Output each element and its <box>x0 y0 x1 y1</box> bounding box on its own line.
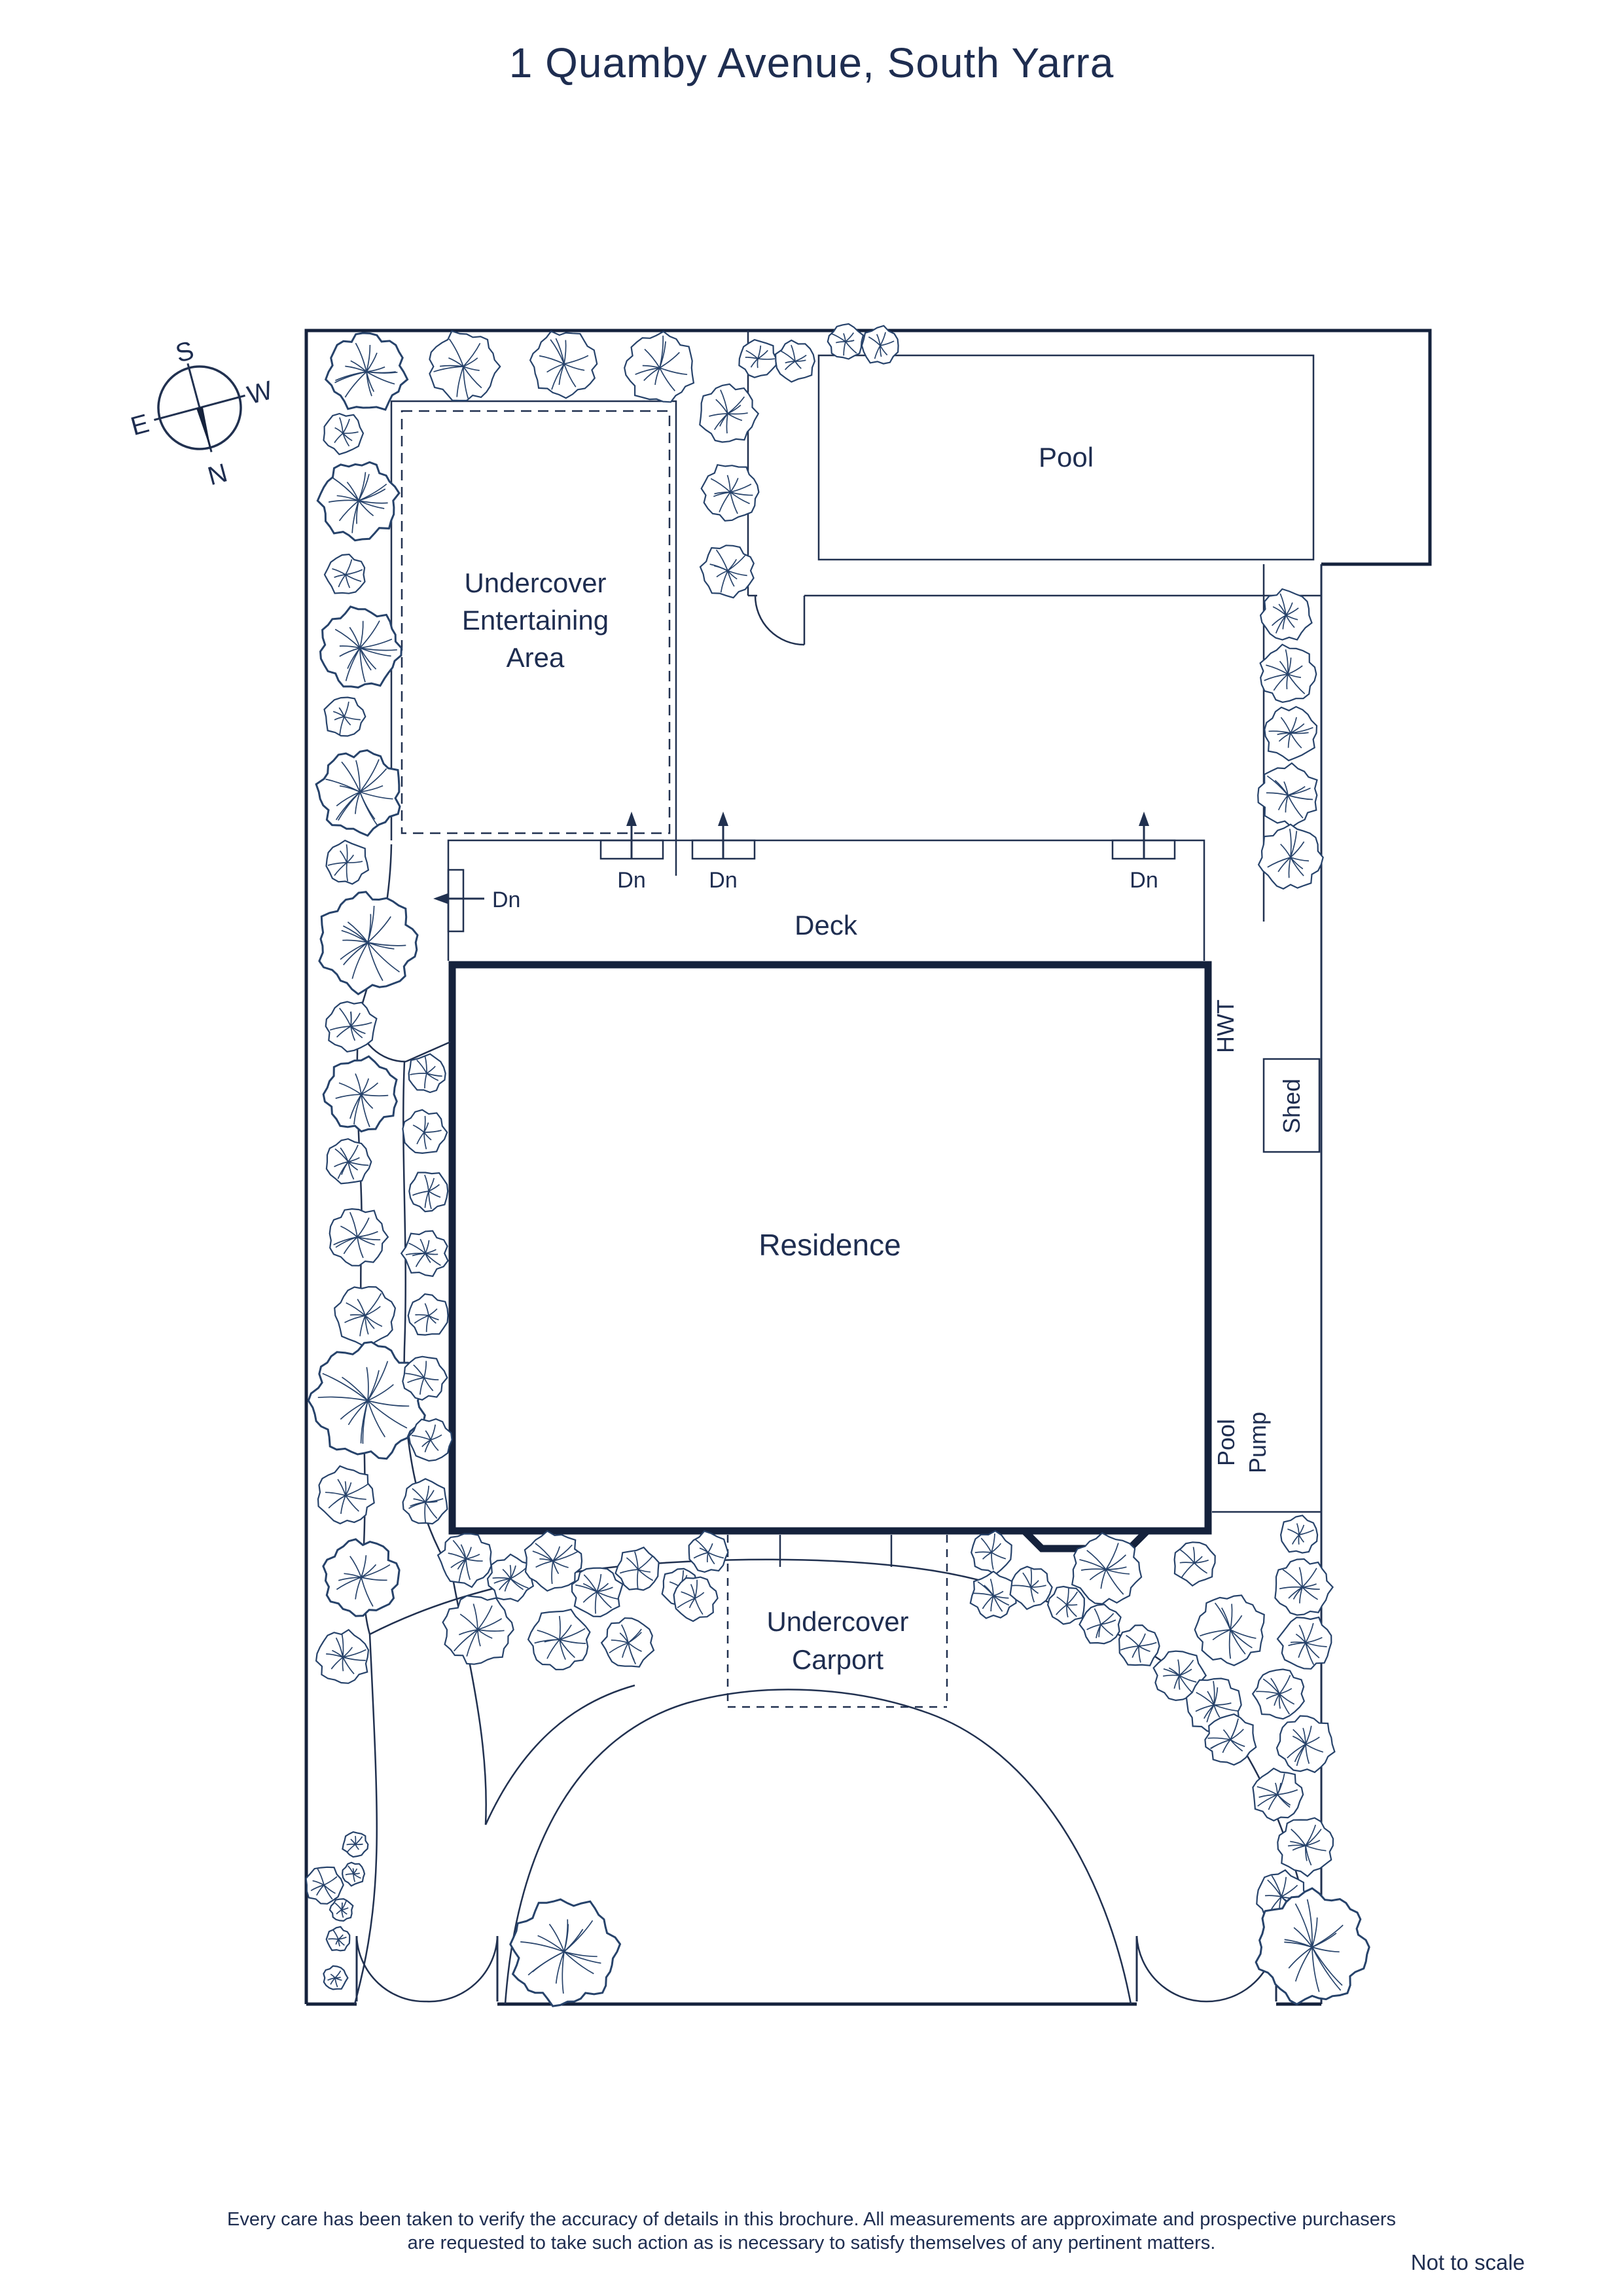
deck-step-left <box>448 870 463 931</box>
tree <box>1260 589 1311 640</box>
tree <box>525 1531 582 1590</box>
tree <box>325 698 366 736</box>
uea-label-line3: Area <box>506 642 565 673</box>
tree <box>327 1139 371 1183</box>
tree-branch <box>342 1657 343 1671</box>
tree <box>308 1342 425 1459</box>
dn-arrowhead-3 <box>1139 812 1149 826</box>
pool-label: Pool <box>1038 442 1094 473</box>
tree <box>330 1899 353 1921</box>
tree <box>1119 1625 1160 1666</box>
dn-arrowhead-1 <box>626 812 637 826</box>
tree <box>1281 1515 1317 1552</box>
tree <box>401 1231 448 1276</box>
uea-paving-outline <box>391 401 676 876</box>
tree <box>409 1419 452 1461</box>
tree <box>325 554 365 594</box>
dn-arrowhead-left <box>433 893 448 904</box>
tree <box>1253 1768 1303 1821</box>
pool-pump-label-line2: Pump <box>1244 1411 1271 1474</box>
front-gates <box>357 1936 1276 2001</box>
not-to-scale-label: Not to scale <box>1410 2250 1525 2274</box>
tree <box>1264 707 1317 761</box>
tree <box>443 1596 514 1664</box>
tree <box>1275 1559 1332 1615</box>
dn-label-left: Dn <box>492 888 521 912</box>
tree <box>1260 645 1317 702</box>
tree <box>342 1832 368 1857</box>
plan-labels <box>462 442 1305 1675</box>
tree <box>530 331 597 398</box>
tree-branch <box>1298 1535 1299 1545</box>
right-gate-arc-1 <box>1137 1936 1206 2001</box>
tree <box>528 1609 590 1670</box>
compass <box>113 319 293 507</box>
tree-branch <box>1180 1562 1194 1563</box>
tree-branch <box>510 1565 511 1579</box>
tree <box>1277 1617 1331 1669</box>
tree <box>438 1534 491 1587</box>
tree <box>624 332 694 403</box>
tree <box>316 1630 368 1683</box>
carport-label-line1: Undercover <box>766 1606 909 1637</box>
tree <box>306 1867 344 1904</box>
pool-gate-swing-arc <box>755 596 804 645</box>
shed-label: Shed <box>1278 1078 1305 1134</box>
tree <box>402 1110 447 1153</box>
tree <box>971 1571 1016 1619</box>
deck-label: Deck <box>794 910 857 941</box>
hwt-label: HWT <box>1212 999 1239 1053</box>
tree <box>1080 1604 1121 1643</box>
tree-branch <box>353 1873 360 1874</box>
left-gate-arc-2 <box>427 1936 497 2001</box>
tree <box>1258 825 1323 889</box>
tree-branch <box>335 1977 341 1978</box>
tree <box>510 1899 620 2006</box>
tree <box>776 340 815 382</box>
tree <box>572 1568 622 1617</box>
entertaining-area <box>391 401 676 876</box>
tree <box>403 1479 448 1524</box>
tree <box>321 607 402 688</box>
tree <box>700 545 754 598</box>
tree <box>1277 1716 1334 1772</box>
tree <box>1048 1587 1084 1624</box>
tree <box>1175 1542 1215 1586</box>
tree <box>323 1539 399 1616</box>
carport-label-line2: Carport <box>791 1644 884 1675</box>
tree <box>739 340 776 378</box>
tree <box>702 465 759 521</box>
tree-branch <box>757 359 758 368</box>
deck-outline <box>448 840 1204 961</box>
tree <box>689 1531 728 1572</box>
tree <box>1253 1670 1304 1719</box>
tree <box>409 1173 448 1212</box>
uea-label-line2: Entertaining <box>461 605 609 636</box>
tree <box>334 1287 395 1346</box>
dn-label-2: Dn <box>709 868 738 893</box>
footer-line2: are requested to take such action as is necessary to satisfy themselves of any pertinent matters. <box>407 2233 1216 2253</box>
tree <box>327 840 368 884</box>
footer <box>227 2209 1525 2274</box>
tree <box>326 333 408 410</box>
dn-arrowhead-2 <box>718 812 728 826</box>
tree <box>318 1466 374 1524</box>
tree <box>674 1577 718 1621</box>
tree <box>323 1056 397 1132</box>
tree <box>429 331 500 401</box>
tree <box>319 892 418 994</box>
tree <box>317 462 399 541</box>
tree-branch <box>355 1844 363 1845</box>
tree <box>971 1531 1012 1575</box>
compass-label-s: S <box>172 336 197 368</box>
tree <box>700 384 758 442</box>
compass-label-w: W <box>244 376 276 410</box>
tree <box>324 414 364 454</box>
tree <box>323 1966 348 1990</box>
dn-label-1: Dn <box>617 868 646 893</box>
page-title: 1 Quamby Avenue, South Yarra <box>508 39 1115 86</box>
tree <box>1258 763 1317 827</box>
pool-pump-label-line1: Pool <box>1213 1418 1240 1467</box>
residence-label: Residence <box>758 1228 901 1262</box>
tree <box>601 1618 654 1667</box>
tree <box>330 1209 388 1266</box>
tree <box>1195 1595 1264 1665</box>
footer-line1: Every care has been taken to verify the accuracy of details in this brochure. All measurements are approximate and prospective purchasers <box>226 2209 1397 2230</box>
residence <box>452 965 1208 1567</box>
tree <box>327 1927 350 1951</box>
tree <box>1277 1818 1333 1876</box>
garden-paths <box>355 844 1304 2004</box>
uea-label-line1: Undercover <box>464 567 607 598</box>
compass-label-n: N <box>204 458 231 492</box>
tree-branch <box>347 1844 355 1845</box>
tree <box>342 1863 365 1886</box>
pool-area <box>748 331 1321 922</box>
tree <box>409 1054 446 1092</box>
dn-label-3: Dn <box>1130 868 1158 893</box>
tree <box>408 1294 448 1335</box>
compass-label-e: E <box>128 408 152 442</box>
tree <box>316 750 400 835</box>
